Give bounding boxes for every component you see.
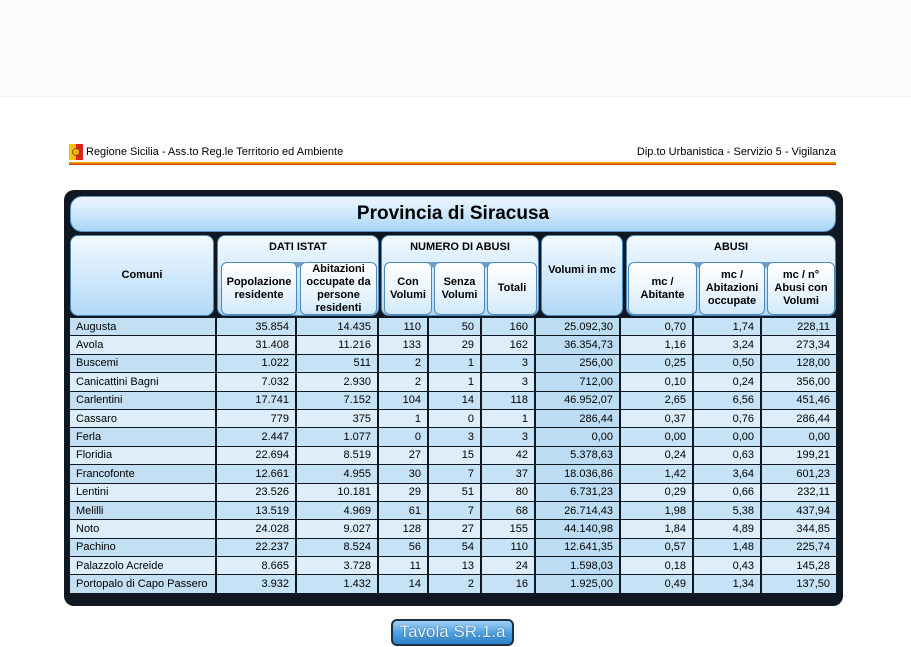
header-abusi-label: ABUSI	[713, 241, 749, 253]
value-cell: 0,49	[621, 575, 694, 593]
header-notch	[760, 262, 772, 268]
value-cell: 8.665	[217, 557, 297, 575]
value-cell: 14	[379, 575, 429, 593]
value-cell: 2.447	[217, 428, 297, 446]
value-cell: 1,48	[694, 539, 762, 557]
value-cell: 10.181	[297, 484, 379, 502]
table-row	[70, 355, 836, 373]
value-cell: 0,18	[621, 557, 694, 575]
value-cell: 0,00	[694, 428, 762, 446]
value-cell: 137,50	[762, 575, 836, 593]
value-cell: 1,74	[694, 318, 762, 336]
table-row	[70, 539, 836, 557]
value-cell: 3	[429, 428, 482, 446]
value-cell: 0,10	[621, 373, 694, 391]
value-cell: 1.077	[297, 428, 379, 446]
top-band	[0, 0, 911, 97]
table-row	[70, 520, 836, 538]
value-cell: 256,00	[536, 355, 621, 373]
value-cell: 24.028	[217, 520, 297, 538]
value-cell: 225,74	[762, 539, 836, 557]
header-comuni: Comuni	[70, 235, 214, 316]
value-cell: 4.969	[297, 502, 379, 520]
value-cell: 128,00	[762, 355, 836, 373]
value-cell: 779	[217, 410, 297, 428]
value-cell: 12.641,35	[536, 539, 621, 557]
value-cell: 37	[482, 465, 536, 483]
value-cell: 118	[482, 392, 536, 410]
table-title: Provincia di Siracusa	[70, 196, 836, 232]
value-cell: 9.027	[297, 520, 379, 538]
value-cell: 3.932	[217, 575, 297, 593]
value-cell: 2.930	[297, 373, 379, 391]
value-cell: 26.714,43	[536, 502, 621, 520]
header-numero-abusi-label: NUMERO DI ABUSI	[410, 241, 510, 253]
value-cell: 0,76	[694, 410, 762, 428]
value-cell: 18.036,86	[536, 465, 621, 483]
value-cell: 375	[297, 410, 379, 428]
value-cell: 3,24	[694, 336, 762, 354]
value-cell: 2	[379, 373, 429, 391]
value-cell: 22.237	[217, 539, 297, 557]
value-cell: 24	[482, 557, 536, 575]
comune-cell: Ferla	[70, 428, 217, 446]
comune-cell: Carlentini	[70, 392, 217, 410]
value-cell: 0,50	[694, 355, 762, 373]
value-cell: 1.022	[217, 355, 297, 373]
table-row	[70, 410, 836, 428]
header-notch	[292, 262, 304, 268]
value-cell: 437,94	[762, 502, 836, 520]
value-cell: 7.152	[297, 392, 379, 410]
value-cell: 1	[429, 355, 482, 373]
comune-cell: Francofonte	[70, 465, 217, 483]
value-cell: 31.408	[217, 336, 297, 354]
table-row	[70, 373, 836, 391]
value-cell: 17.741	[217, 392, 297, 410]
header-popolazione: Popolazione residente	[221, 262, 297, 315]
value-cell: 7	[429, 465, 482, 483]
table-row	[70, 557, 836, 575]
value-cell: 712,00	[536, 373, 621, 391]
value-cell: 0	[429, 410, 482, 428]
value-cell: 356,00	[762, 373, 836, 391]
value-cell: 14.435	[297, 318, 379, 336]
value-cell: 22.694	[217, 447, 297, 465]
table-row	[70, 447, 836, 465]
comune-cell: Avola	[70, 336, 217, 354]
value-cell: 54	[429, 539, 482, 557]
header-volumi: Volumi in mc	[541, 235, 623, 316]
comune-cell: Augusta	[70, 318, 217, 336]
value-cell: 29	[379, 484, 429, 502]
value-cell: 4,89	[694, 520, 762, 538]
value-cell: 11.216	[297, 336, 379, 354]
value-cell: 273,34	[762, 336, 836, 354]
value-cell: 3	[482, 355, 536, 373]
value-cell: 42	[482, 447, 536, 465]
value-cell: 162	[482, 336, 536, 354]
value-cell: 0,37	[621, 410, 694, 428]
comune-cell: Palazzolo Acreide	[70, 557, 217, 575]
value-cell: 133	[379, 336, 429, 354]
value-cell: 128	[379, 520, 429, 538]
value-cell: 2	[429, 575, 482, 593]
value-cell: 13	[429, 557, 482, 575]
table-row	[70, 428, 836, 446]
value-cell: 12.661	[217, 465, 297, 483]
value-cell: 8.519	[297, 447, 379, 465]
value-cell: 80	[482, 484, 536, 502]
value-cell: 25.092,30	[536, 318, 621, 336]
value-cell: 0,24	[694, 373, 762, 391]
value-cell: 344,85	[762, 520, 836, 538]
value-cell: 0,00	[762, 428, 836, 446]
value-cell: 0	[379, 428, 429, 446]
value-cell: 6.731,23	[536, 484, 621, 502]
value-cell: 56	[379, 539, 429, 557]
value-cell: 199,21	[762, 447, 836, 465]
value-cell: 2	[379, 355, 429, 373]
table-row	[70, 336, 836, 354]
value-cell: 0,00	[536, 428, 621, 446]
value-cell: 5,38	[694, 502, 762, 520]
header-notch	[427, 262, 439, 268]
value-cell: 3	[482, 373, 536, 391]
value-cell: 232,11	[762, 484, 836, 502]
comune-cell: Melilli	[70, 502, 217, 520]
table-body	[70, 318, 836, 594]
comune-cell: Buscemi	[70, 355, 217, 373]
value-cell: 1.925,00	[536, 575, 621, 593]
value-cell: 46.952,07	[536, 392, 621, 410]
value-cell: 13.519	[217, 502, 297, 520]
value-cell: 451,46	[762, 392, 836, 410]
header-abitazioni: Abitazioni occupate da persone residenti	[300, 262, 377, 315]
value-cell: 4.955	[297, 465, 379, 483]
comune-cell: Lentini	[70, 484, 217, 502]
header-totali: Totali	[487, 262, 537, 315]
value-cell: 601,23	[762, 465, 836, 483]
value-cell: 36.354,73	[536, 336, 621, 354]
value-cell: 0,63	[694, 447, 762, 465]
value-cell: 1,34	[694, 575, 762, 593]
value-cell: 35.854	[217, 318, 297, 336]
value-cell: 0,25	[621, 355, 694, 373]
page-header	[69, 144, 836, 166]
value-cell: 30	[379, 465, 429, 483]
value-cell: 0,00	[621, 428, 694, 446]
value-cell: 1,84	[621, 520, 694, 538]
value-cell: 15	[429, 447, 482, 465]
value-cell: 1	[482, 410, 536, 428]
data-table	[70, 318, 836, 594]
header-mc-abitante: mc / Abitante	[628, 262, 697, 315]
value-cell: 110	[482, 539, 536, 557]
value-cell: 0,66	[694, 484, 762, 502]
value-cell: 8.524	[297, 539, 379, 557]
header-rule	[69, 162, 836, 165]
comune-cell: Pachino	[70, 539, 217, 557]
tavola-button[interactable]: Tavola SR.1.a	[391, 619, 514, 646]
value-cell: 29	[429, 336, 482, 354]
value-cell: 14	[429, 392, 482, 410]
value-cell: 1	[379, 410, 429, 428]
value-cell: 511	[297, 355, 379, 373]
header-mc-abusi: mc / n° Abusi con Volumi	[767, 262, 835, 315]
value-cell: 0,24	[621, 447, 694, 465]
table-row	[70, 502, 836, 520]
value-cell: 160	[482, 318, 536, 336]
value-cell: 104	[379, 392, 429, 410]
value-cell: 16	[482, 575, 536, 593]
value-cell: 110	[379, 318, 429, 336]
comune-cell: Portopalo di Capo Passero	[70, 575, 217, 593]
comune-cell: Floridia	[70, 447, 217, 465]
value-cell: 3	[482, 428, 536, 446]
comune-cell: Noto	[70, 520, 217, 538]
value-cell: 27	[429, 520, 482, 538]
value-cell: 11	[379, 557, 429, 575]
value-cell: 1.432	[297, 575, 379, 593]
value-cell: 51	[429, 484, 482, 502]
value-cell: 145,28	[762, 557, 836, 575]
value-cell: 23.526	[217, 484, 297, 502]
table-row	[70, 318, 836, 336]
value-cell: 7	[429, 502, 482, 520]
value-cell: 228,11	[762, 318, 836, 336]
value-cell: 6,56	[694, 392, 762, 410]
value-cell: 50	[429, 318, 482, 336]
header-notch	[692, 262, 704, 268]
value-cell: 1,98	[621, 502, 694, 520]
value-cell: 2,65	[621, 392, 694, 410]
value-cell: 7.032	[217, 373, 297, 391]
value-cell: 1	[429, 373, 482, 391]
value-cell: 3,64	[694, 465, 762, 483]
value-cell: 0,70	[621, 318, 694, 336]
value-cell: 27	[379, 447, 429, 465]
value-cell: 44.140,98	[536, 520, 621, 538]
value-cell: 61	[379, 502, 429, 520]
table-row	[70, 575, 836, 593]
sicily-region-logo	[69, 144, 83, 160]
table-row	[70, 392, 836, 410]
comune-cell: Canicattini Bagni	[70, 373, 217, 391]
value-cell: 155	[482, 520, 536, 538]
header-mc-abitazioni: mc / Abitazioni occupate	[699, 262, 765, 315]
value-cell: 68	[482, 502, 536, 520]
value-cell: 5.378,63	[536, 447, 621, 465]
header-notch	[480, 262, 492, 268]
value-cell: 286,44	[762, 410, 836, 428]
table-row	[70, 484, 836, 502]
comune-cell: Cassaro	[70, 410, 217, 428]
header-dati-istat-label: DATI ISTAT	[268, 241, 328, 253]
value-cell: 1.598,03	[536, 557, 621, 575]
value-cell: 3.728	[297, 557, 379, 575]
value-cell: 0,57	[621, 539, 694, 557]
value-cell: 0,43	[694, 557, 762, 575]
header-senza-volumi: Senza Volumi	[434, 262, 485, 315]
header-right-text: Dip.to Urbanistica - Servizio 5 - Vigilanza	[636, 146, 836, 158]
value-cell: 286,44	[536, 410, 621, 428]
header-left-text: Regione Sicilia - Ass.to Reg.le Territorio ed Ambiente	[86, 146, 344, 158]
table-row	[70, 465, 836, 483]
value-cell: 1,42	[621, 465, 694, 483]
header-con-volumi: Con Volumi	[384, 262, 432, 315]
value-cell: 0,29	[621, 484, 694, 502]
value-cell: 1,16	[621, 336, 694, 354]
